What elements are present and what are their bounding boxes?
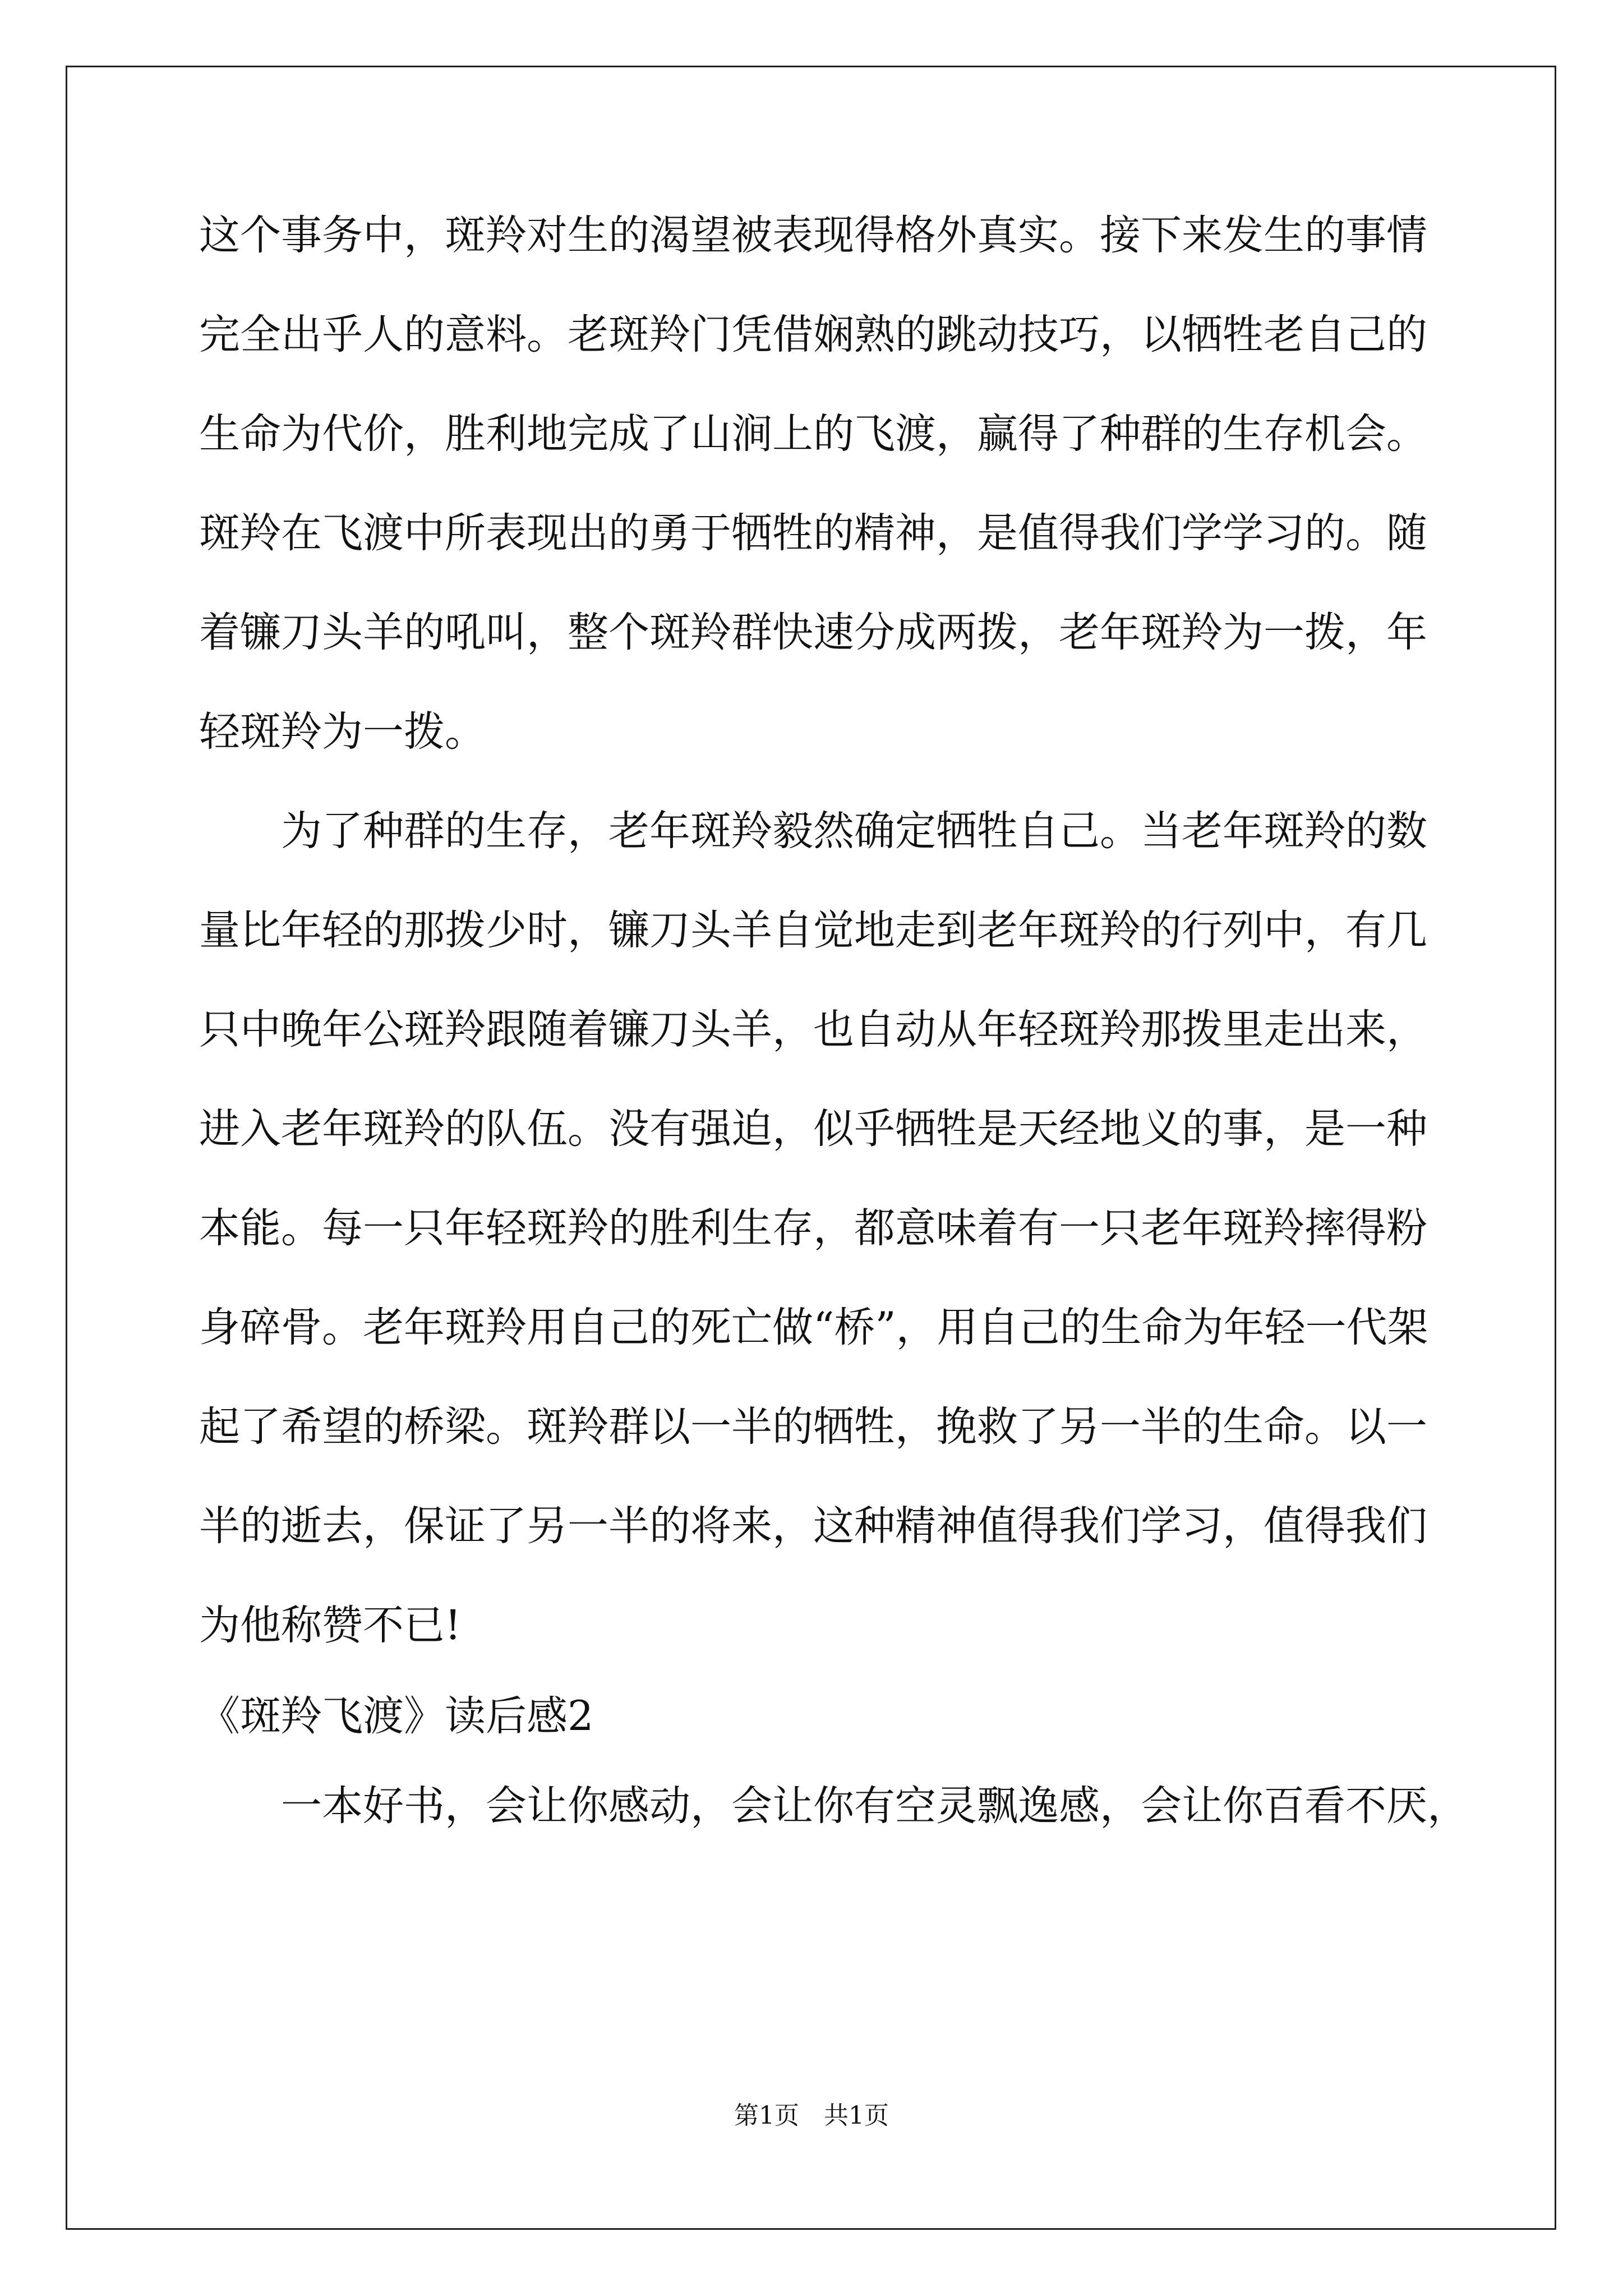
- page-footer: 第1页 共1页: [734, 2101, 889, 2130]
- text-line: 为他称赞不已!: [199, 1602, 462, 1649]
- text-line: 这个事务中，斑羚对生的渴望被表现得格外真实。接下来发生的事情: [199, 211, 1427, 259]
- text-line: 斑羚在飞渡中所表现出的勇于牺牲的精神，是值得我们学学习的。随: [199, 509, 1427, 557]
- paragraph-start-line: 一本好书，会让你感动，会让你有空灵飘逸感，会让你百看不厌，: [199, 1782, 1468, 1830]
- text-line: 生命为代价，胜利地完成了山涧上的飞渡，赢得了种群的生存机会。: [199, 410, 1427, 458]
- text-line: 轻斑羚为一拨。: [199, 708, 486, 756]
- paragraph-start-line: 为了种群的生存，老年斑羚毅然确定牺牲自己。当老年斑羚的数: [199, 807, 1427, 855]
- text-line: 起了希望的桥梁。斑羚群以一半的牺牲，挽救了另一半的生命。以一: [199, 1403, 1427, 1451]
- text-line: 本能。每一只年轻斑羚的胜利生存，都意味着有一只老年斑羚摔得粉: [199, 1204, 1427, 1252]
- section-heading: 《斑羚飞渡》读后感2: [199, 1692, 594, 1740]
- text-line: 只中晚年公斑羚跟随着镰刀头羊，也自动从年轻斑羚那拨里走出来，: [199, 1006, 1427, 1053]
- text-line: 进入老年斑羚的队伍。没有强迫，似乎牺牲是天经地义的事，是一种: [199, 1105, 1427, 1153]
- text-line: 完全出乎人的意料。老斑羚门凭借娴熟的跳动技巧，以牺牲老自己的: [199, 311, 1427, 358]
- text-line: 身碎骨。老年斑羚用自己的死亡做“桥”，用自己的生命为年轻一代架: [199, 1304, 1428, 1351]
- text-line: 半的逝去，保证了另一半的将来，这种精神值得我们学习，值得我们: [199, 1502, 1427, 1550]
- text-line: 着镰刀头羊的吼叫，整个斑羚群快速分成两拨，老年斑羚为一拨，年: [199, 609, 1427, 656]
- text-line: 量比年轻的那拨少时，镰刀头羊自觉地走到老年斑羚的行列中，有几: [199, 907, 1427, 954]
